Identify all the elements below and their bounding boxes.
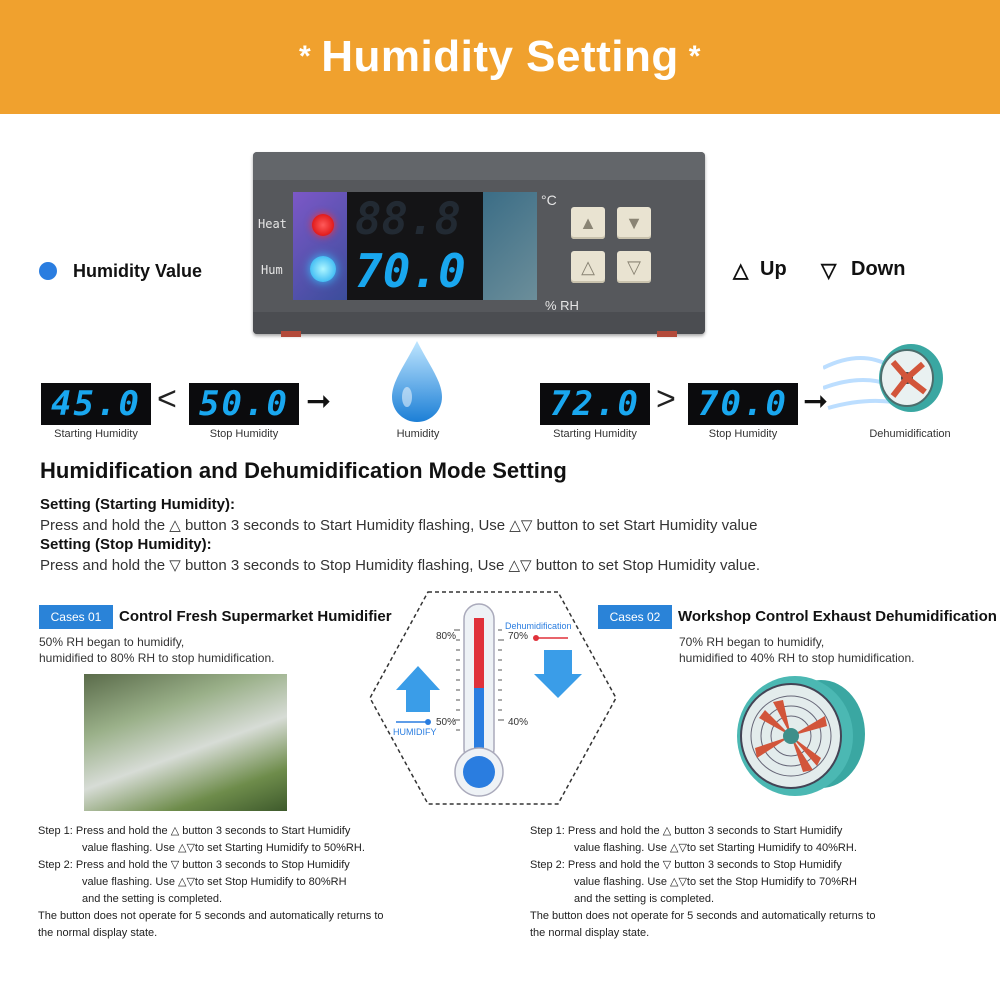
thermo-label-80: 80% xyxy=(436,631,457,642)
stop-setting-title: Setting (Stop Humidity): xyxy=(40,536,212,553)
device-top-edge xyxy=(253,152,705,180)
banner-title: Humidity Setting xyxy=(321,32,679,81)
device-foot xyxy=(281,331,301,337)
display-screen xyxy=(293,192,537,300)
starting-humidity-display: 45.0 xyxy=(41,383,151,425)
case2-step-line: value flashing. Use △▽to set Starting Humidify to 40%RH. xyxy=(574,842,857,854)
right-arrow-icon: ➞ xyxy=(803,385,829,418)
stop-setting-text: Press and hold the ▽ button 3 seconds to Stop Humidity flashing, Use △▽ button to set Stop Humidity value. xyxy=(40,557,760,574)
device-bottom-edge xyxy=(253,312,705,334)
title-banner xyxy=(0,0,1000,114)
heat-led-icon xyxy=(312,214,334,236)
hum-label: Hum xyxy=(261,263,283,277)
case2-steps xyxy=(530,823,876,942)
stop-humidity-caption: Stop Humidity xyxy=(209,428,279,440)
down-outline-button[interactable]: ▽ xyxy=(617,251,651,283)
case1-step-line: and the setting is completed. xyxy=(82,893,223,905)
exhaust-fan-photo xyxy=(733,672,867,802)
dehumidification-caption: Dehumidification xyxy=(869,428,951,440)
banner-star-right: * xyxy=(688,40,701,73)
case2-desc-line1: 70% RH began to humidify, xyxy=(679,635,825,649)
humidity-value-dot-icon xyxy=(39,262,57,280)
circuit-board-right xyxy=(483,192,537,300)
case1-desc-line1: 50% RH began to humidify, xyxy=(39,635,185,649)
starting-humidity-caption: Starting Humidity xyxy=(54,428,138,440)
dehum-starting-display: 72.0 xyxy=(540,383,650,425)
device-foot xyxy=(657,331,677,337)
case1-step-line: the normal display state. xyxy=(38,927,158,939)
dehum-stop-display: 70.0 xyxy=(688,383,798,425)
case2-step-line: and the setting is completed. xyxy=(574,893,715,905)
rh-unit: % RH xyxy=(545,298,579,313)
case1-tag: Cases 01 xyxy=(39,605,113,629)
less-than-symbol: < xyxy=(157,380,177,418)
bottom-display: 70.0 xyxy=(355,244,466,298)
case1-title: Control Fresh Supermarket Humidifier xyxy=(119,608,392,625)
heat-label: Heat xyxy=(258,217,287,231)
case2-desc-line2: humidified to 40% RH to stop humidification. xyxy=(679,651,915,665)
case1-step-line: value flashing. Use △▽to set Stop Humidify to 80%RH xyxy=(82,876,347,888)
down-legend-icon: ▽ xyxy=(821,260,837,282)
up-legend-icon: △ xyxy=(733,260,749,282)
thermo-dehumidify-label: Dehumidification xyxy=(505,621,572,631)
case2-tag: Cases 02 xyxy=(598,605,672,629)
stop-humidity-display: 50.0 xyxy=(189,383,299,425)
exhaust-fan-icon xyxy=(823,338,953,430)
section-heading: Humidification and Dehumidification Mode Setting xyxy=(40,458,567,483)
case1-step-line: The button does not operate for 5 seconds and automatically returns to xyxy=(38,910,384,922)
humidity-value-label: Humidity Value xyxy=(73,261,203,281)
thermo-label-70: 70% xyxy=(508,631,529,642)
case1-step-line: Step 1: Press and hold the △ button 3 seconds to Start Humidify xyxy=(38,825,351,837)
thermo-label-40: 40% xyxy=(508,717,529,728)
case2-step-line: Step 1: Press and hold the △ button 3 seconds to Start Humidify xyxy=(530,825,843,837)
banner-star-left: * xyxy=(299,40,312,73)
case1-desc-line2: humidified to 80% RH to stop humidification. xyxy=(39,651,275,665)
up-outline-button[interactable]: △ xyxy=(571,251,605,283)
thermometer-diagram xyxy=(368,590,618,808)
water-drop-icon xyxy=(389,339,445,425)
greater-than-symbol: > xyxy=(656,380,676,418)
case1-steps xyxy=(38,823,384,942)
hum-led-icon xyxy=(310,256,336,282)
up-legend-label: Up xyxy=(760,258,787,280)
supermarket-humidifier-photo xyxy=(84,674,287,811)
top-display: 88.8 xyxy=(355,194,461,245)
case2-step-line: value flashing. Use △▽to set the Stop Humidify to 70%RH xyxy=(574,876,857,888)
dehum-stop-caption: Stop Humidity xyxy=(708,428,778,440)
celsius-unit: °C xyxy=(541,192,557,208)
case2-step-line: the normal display state. xyxy=(530,927,650,939)
thermo-label-50: 50% xyxy=(436,717,457,728)
down-button[interactable]: ▼ xyxy=(617,207,651,239)
down-legend-label: Down xyxy=(851,258,906,280)
controller-device xyxy=(253,152,705,334)
up-button[interactable]: ▲ xyxy=(571,207,605,239)
start-setting-title: Setting (Starting Humidity): xyxy=(40,496,235,513)
right-arrow-icon: ➞ xyxy=(306,385,332,418)
start-setting-text: Press and hold the △ button 3 seconds to Start Humidity flashing, Use △▽ button to set Start Humidity value xyxy=(40,517,758,534)
circuit-board-left xyxy=(293,192,347,300)
dehum-starting-caption: Starting Humidity xyxy=(553,428,637,440)
case1-step-line: value flashing. Use △▽to set Starting Humidify to 50%RH. xyxy=(82,842,365,854)
case2-step-line: Step 2: Press and hold the ▽ button 3 seconds to Stop Humidify xyxy=(530,859,842,871)
case2-step-line: The button does not operate for 5 seconds and automatically returns to xyxy=(530,910,876,922)
humidity-caption: Humidity xyxy=(396,428,440,440)
case1-step-line: Step 2: Press and hold the ▽ button 3 seconds to Stop Humidify xyxy=(38,859,350,871)
thermo-humidify-label: HUMIDIFY xyxy=(393,727,437,737)
case2-title: Workshop Control Exhaust Dehumidification xyxy=(678,608,997,625)
